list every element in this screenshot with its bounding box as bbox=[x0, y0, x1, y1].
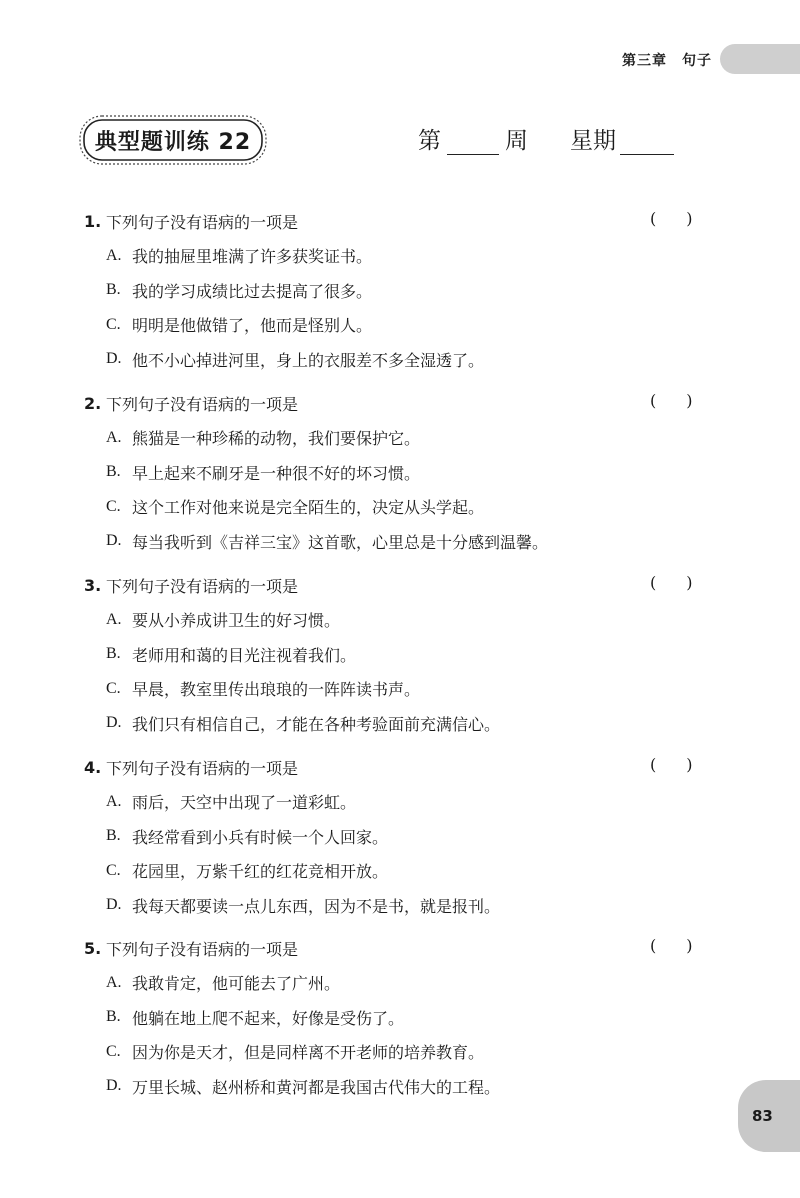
question-number: 1. bbox=[84, 211, 102, 231]
question-text: 下列句子没有语病的一项是 bbox=[106, 939, 299, 959]
option-d bbox=[84, 347, 724, 371]
question-stem bbox=[84, 755, 724, 779]
option-text: 他不小心掉进河里，身上的衣服差不多全湿透了。 bbox=[132, 350, 485, 370]
option-a bbox=[84, 244, 724, 268]
answer-parentheses[interactable]: () bbox=[650, 391, 723, 410]
exercise-title-badge bbox=[78, 114, 268, 166]
question-number: 4. bbox=[84, 757, 102, 777]
option-letter: A. bbox=[106, 428, 122, 446]
option-text: 明明是他做错了，他而是怪别人。 bbox=[132, 316, 373, 335]
answer-parentheses[interactable]: () bbox=[650, 209, 723, 228]
option-text: 我们只有相信自己，才能在各种考验面前充满信心。 bbox=[132, 714, 501, 734]
option-text: 我经常看到小兵有时候一个人回家。 bbox=[132, 827, 389, 847]
week-prefix: 第 bbox=[418, 128, 441, 154]
option-letter: D. bbox=[106, 532, 122, 549]
option-b bbox=[84, 642, 724, 666]
page-number: 83 bbox=[752, 1107, 773, 1125]
option-b bbox=[84, 278, 724, 302]
option-letter: D. bbox=[106, 714, 122, 731]
option-c bbox=[84, 313, 724, 337]
question-text: 下列句子没有语病的一项是 bbox=[106, 576, 299, 596]
option-text: 早晨，教室里传出琅琅的一阵阵读书声。 bbox=[132, 680, 421, 699]
option-letter: D. bbox=[106, 350, 122, 367]
option-d bbox=[84, 893, 724, 917]
exercise-title: 典型题训练 22 bbox=[94, 129, 252, 155]
question-text: 下列句子没有语病的一项是 bbox=[106, 212, 299, 232]
week-fill-in bbox=[418, 122, 674, 155]
option-letter: A. bbox=[106, 792, 122, 810]
question-2 bbox=[84, 391, 724, 553]
weekday-blank[interactable] bbox=[620, 132, 674, 155]
option-c bbox=[84, 677, 724, 701]
question-number: 3. bbox=[84, 575, 102, 595]
option-letter: A. bbox=[106, 246, 122, 264]
option-text: 他躺在地上爬不起来，好像是受伤了。 bbox=[132, 1008, 405, 1028]
option-letter: A. bbox=[106, 973, 122, 991]
question-number: 2. bbox=[84, 393, 102, 413]
option-letter: C. bbox=[106, 315, 121, 333]
option-text: 早上起来不刷牙是一种很不好的坏习惯。 bbox=[132, 463, 421, 483]
option-text: 要从小养成讲卫生的好习惯。 bbox=[132, 611, 341, 630]
question-4 bbox=[84, 755, 724, 917]
option-a bbox=[84, 608, 724, 632]
option-letter: B. bbox=[106, 463, 121, 480]
question-1 bbox=[84, 209, 724, 371]
option-text: 花园里，万紫千红的红花竞相开放。 bbox=[132, 862, 389, 881]
option-letter: B. bbox=[106, 827, 121, 844]
question-number: 5. bbox=[84, 938, 102, 958]
question-3 bbox=[84, 573, 724, 735]
answer-parentheses[interactable]: () bbox=[650, 573, 723, 592]
question-text: 下列句子没有语病的一项是 bbox=[106, 758, 299, 778]
option-text: 我敢肯定，他可能去了广州。 bbox=[132, 974, 341, 993]
weekday-word: 星期 bbox=[570, 128, 616, 154]
option-text: 雨后，天空中出现了一道彩虹。 bbox=[132, 793, 357, 812]
answer-parentheses[interactable]: () bbox=[650, 755, 723, 774]
option-c bbox=[84, 495, 724, 519]
option-d bbox=[84, 1074, 724, 1098]
week-word: 周 bbox=[505, 128, 528, 154]
answer-parentheses[interactable]: () bbox=[650, 936, 723, 955]
option-letter: C. bbox=[106, 861, 121, 879]
option-d bbox=[84, 711, 724, 735]
option-text: 每当我听到《吉祥三宝》这首歌，心里总是十分感到温馨。 bbox=[132, 532, 549, 552]
option-text: 我的学习成绩比过去提高了很多。 bbox=[132, 281, 373, 301]
option-text: 熊猫是一种珍稀的动物，我们要保护它。 bbox=[132, 429, 421, 448]
option-text: 我的抽屉里堆满了许多获奖证书。 bbox=[132, 247, 373, 266]
option-c bbox=[84, 859, 724, 883]
question-5 bbox=[84, 936, 724, 1098]
question-stem bbox=[84, 391, 724, 415]
question-stem bbox=[84, 209, 724, 233]
question-stem bbox=[84, 573, 724, 597]
option-text: 这个工作对他来说是完全陌生的，决定从头学起。 bbox=[132, 498, 485, 517]
chapter-tab-decoration bbox=[720, 44, 800, 74]
week-blank[interactable] bbox=[447, 132, 499, 155]
question-text: 下列句子没有语病的一项是 bbox=[106, 394, 299, 414]
option-a bbox=[84, 426, 724, 450]
option-text: 因为你是天才，但是同样离不开老师的培养教育。 bbox=[132, 1043, 485, 1062]
option-letter: B. bbox=[106, 281, 121, 298]
option-d bbox=[84, 529, 724, 553]
option-b bbox=[84, 1005, 724, 1029]
option-a bbox=[84, 971, 724, 995]
question-stem bbox=[84, 936, 724, 960]
option-b bbox=[84, 460, 724, 484]
option-b bbox=[84, 824, 724, 848]
option-letter: A. bbox=[106, 610, 122, 628]
option-letter: C. bbox=[106, 679, 121, 697]
option-c bbox=[84, 1040, 724, 1064]
option-text: 万里长城、赵州桥和黄河都是我国古代伟大的工程。 bbox=[132, 1077, 501, 1097]
option-letter: D. bbox=[106, 896, 122, 913]
option-letter: C. bbox=[106, 1042, 121, 1060]
option-letter: C. bbox=[106, 497, 121, 515]
option-letter: B. bbox=[106, 645, 121, 662]
chapter-label: 第三章 句子 bbox=[622, 53, 712, 69]
option-letter: D. bbox=[106, 1077, 122, 1094]
option-text: 我每天都要读一点儿东西，因为不是书，就是报刊。 bbox=[132, 896, 501, 916]
option-text: 老师用和蔼的目光注视着我们。 bbox=[132, 645, 357, 665]
option-letter: B. bbox=[106, 1008, 121, 1025]
option-a bbox=[84, 790, 724, 814]
